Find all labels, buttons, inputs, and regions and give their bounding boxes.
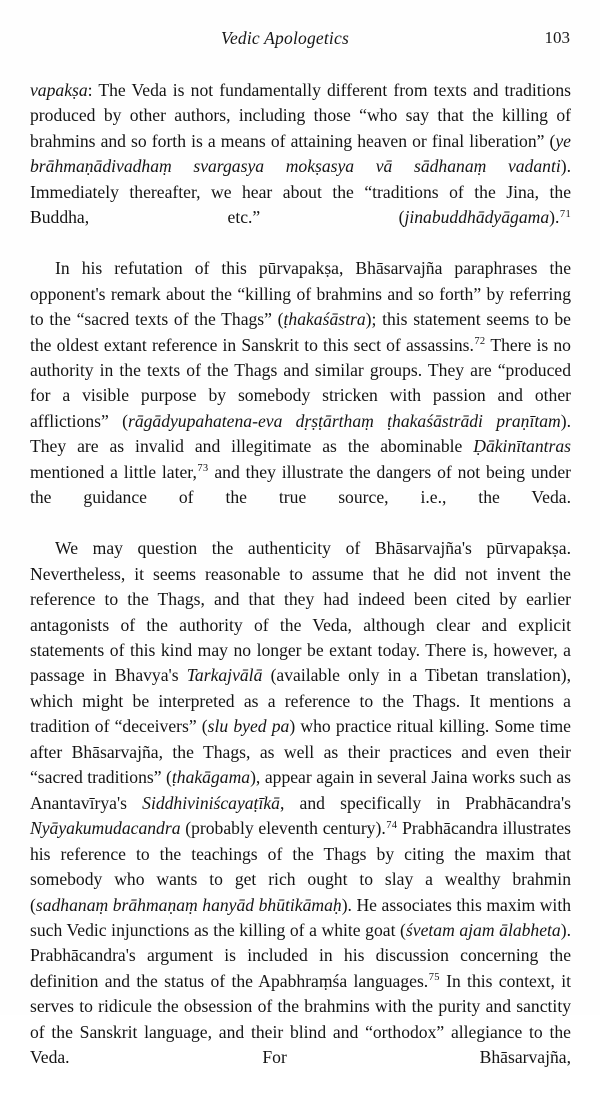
- italic-term: rāgādyupahatena-eva dṛṣṭārthaṃ ṭhakaśāstrādi praṇītam: [127, 410, 561, 431]
- para-vapaksa: [30, 78, 571, 256]
- italic-term: Nyāyakumudacandra: [30, 818, 181, 839]
- italic-term: ṭhakāgama: [171, 767, 251, 788]
- italic-term: Tarkajvālā: [186, 665, 263, 686]
- text-run: (available only in a Tibetan translation), which might be interpreted as a reference to the Thags. It mentions a tradition of “deceivers” (: [30, 665, 572, 737]
- text-run: : The Veda is not fundamentally different from texts and traditions produced by other authors, including those “who say that the killing of brahmins and so forth is a means of attaining heaven or final liberation” (: [30, 80, 571, 151]
- italic-term: jinabuddhādyāgama: [404, 207, 550, 228]
- para-refutation: [30, 256, 571, 536]
- text-run: , and specifically in Prabhācandra's: [279, 792, 571, 813]
- text-run: and they illustrate the dangers of not being under the guidance of the true source, i.e., the Veda.: [30, 461, 572, 508]
- text-run: ).: [549, 207, 560, 228]
- italic-term: vapakṣa: [30, 80, 88, 100]
- page-number: 103: [544, 28, 570, 47]
- footnote-marker: 75: [428, 972, 440, 984]
- text-run: (probably eleventh century).: [180, 818, 386, 839]
- italic-term: sadhanaṃ brāhmaṇaṃ hanyād bhūtikāmaḥ: [35, 894, 342, 915]
- footnote-marker: 72: [474, 336, 486, 348]
- text-run: In this context, it serves to ridicule the obsession of the brahmins with the purity and sanctity of the Sanskrit language, and their blind and “orthodox” allegiance to the Veda. For Bhāsarvajña,: [30, 970, 571, 1068]
- italic-term: slu byed pa: [207, 716, 290, 737]
- footnote-marker: 73: [197, 463, 209, 475]
- text-run: ). They are as invalid and illegitimate as the abominable: [30, 410, 572, 457]
- text-run: Prabhācandra illustrates his reference to the teachings of the Thags by citing the maxim that somebody who wants to get rich ought to slay a wealthy brahmin (: [30, 818, 571, 915]
- text-run: ), appear again in several Jaina works such as Anantavīrya's: [30, 767, 571, 813]
- text-run: ). He associates this maxim with such Vedic injunctions as the killing of a white goat (: [30, 894, 571, 940]
- italic-term: Siddhiviniścayaṭīkā: [142, 792, 280, 813]
- para-authenticity: [30, 536, 571, 1096]
- text-run: ). Immediately thereafter, we hear about the “traditions of the Jina, the Buddha, etc.” (: [30, 156, 571, 228]
- italic-term: Ḍākinītantras: [473, 436, 571, 457]
- text-run: In his refutation of this pūrvapakṣa, Bhāsarvajña paraphrases the opponent's remark about the “killing of brahmins and so forth” by referring to the “sacred texts of the Thags” (: [30, 258, 571, 330]
- footnote-marker: 71: [559, 208, 571, 220]
- body-text-block: [30, 78, 571, 1096]
- italic-term: ye brāhmaṇādivadhaṃ svargasya mokṣasya vā sādhanaṃ vadanti: [30, 130, 571, 177]
- text-run: mentioned a little later,: [30, 461, 197, 482]
- text-run: There is no authority in the texts of the Thags and similar groups. They are “produced for a visible purpose by somebody stricken with passion and other afflictions” (: [30, 334, 571, 431]
- text-run: We may question the authenticity of Bhāsarvajña's pūrvapakṣa. Nevertheless, it seems reasonable to assume that he did not invent the reference to the Thags, and that they had indeed been cited by earlier antagonists of the authority of the Veda, although clear and explicit statements of this kind may no longer be extant today. There is, however, a passage in Bhavya's: [30, 538, 571, 686]
- running-head: [30, 28, 570, 52]
- text-run: ) who practice ritual killing. Some time after Bhāsarvajña, the Thags, as well as their practices and even their “sacred traditions” (: [30, 716, 571, 788]
- text-run: ). Prabhācandra's argument is included in his discussion concerning the definition and the status of the Apabhraṃśa languages.: [30, 919, 571, 991]
- running-head-title: Vedic Apologetics: [221, 28, 349, 48]
- italic-term: śvetam ajam ālabheta: [405, 919, 561, 940]
- text-run: ); this statement seems to be the oldest extant reference in Sanskrit to this sect of assassins.: [30, 309, 571, 355]
- italic-term: ṭhakaśāstra: [283, 309, 366, 330]
- footnote-marker: 74: [386, 819, 398, 831]
